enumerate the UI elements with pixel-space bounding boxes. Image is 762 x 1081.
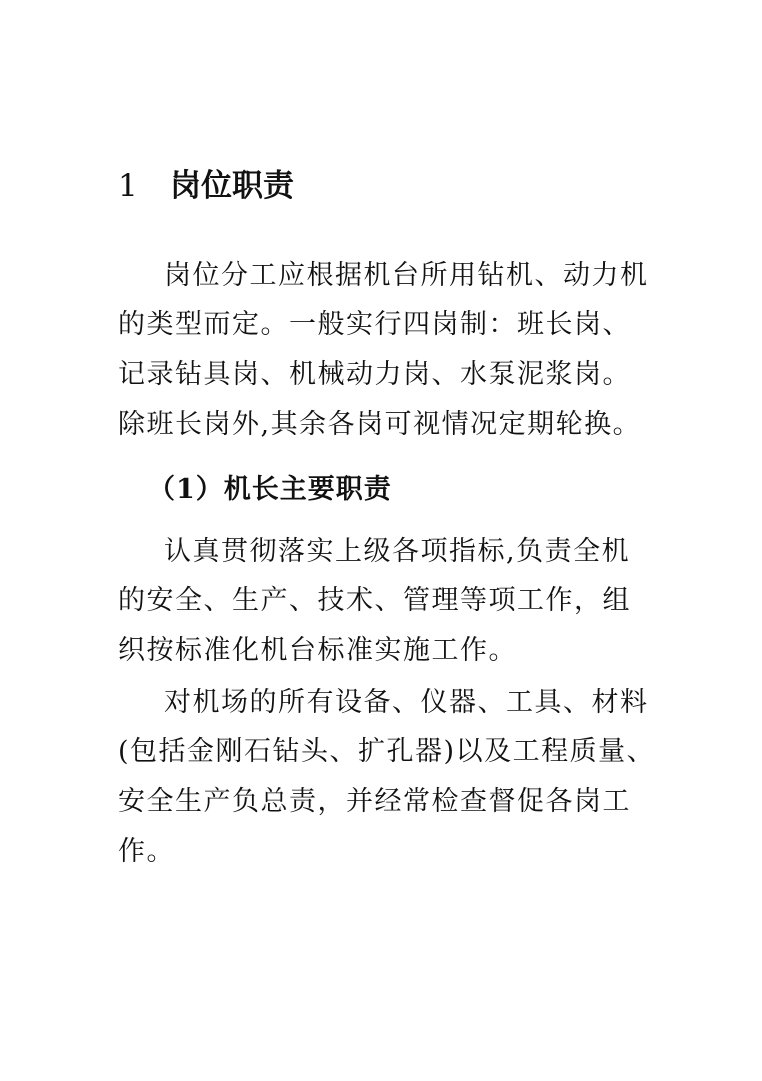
duty1-line-3: 织按标准化机台标准实施工作。 (118, 635, 517, 666)
subsection-heading: （1）机长主要职责 (148, 474, 392, 505)
intro-line-4: 除班长岗外,其余各岗可视情况定期轮换。 (118, 409, 642, 440)
intro-line-2: 的类型而定。一般实行四岗制：班长岗、 (118, 309, 631, 340)
duty2-line-3: 安全生产负总责，并经常检查督促各岗工 (118, 786, 631, 817)
intro-line-1: 岗位分工应根据机台所用钻机、动力机 (164, 260, 649, 291)
duty1-line-1: 认真贯彻落实上级各项指标,负责全机 (164, 536, 631, 567)
duty2-line-1: 对机场的所有设备、仪器、工具、材料 (164, 687, 649, 718)
duty2-line-2: (包括金刚石钻头、扩孔器)以及工程质量、 (118, 736, 656, 767)
duty2-line-4: 作。 (118, 836, 175, 867)
section-title: 岗位职责 (170, 168, 294, 204)
intro-line-3: 记录钻具岗、机械动力岗、水泵泥浆岗。 (118, 359, 631, 390)
section-heading (118, 164, 294, 208)
duty1-line-2: 的安全、生产、技术、管理等项工作，组 (118, 585, 631, 616)
section-number: 1 (118, 168, 138, 204)
